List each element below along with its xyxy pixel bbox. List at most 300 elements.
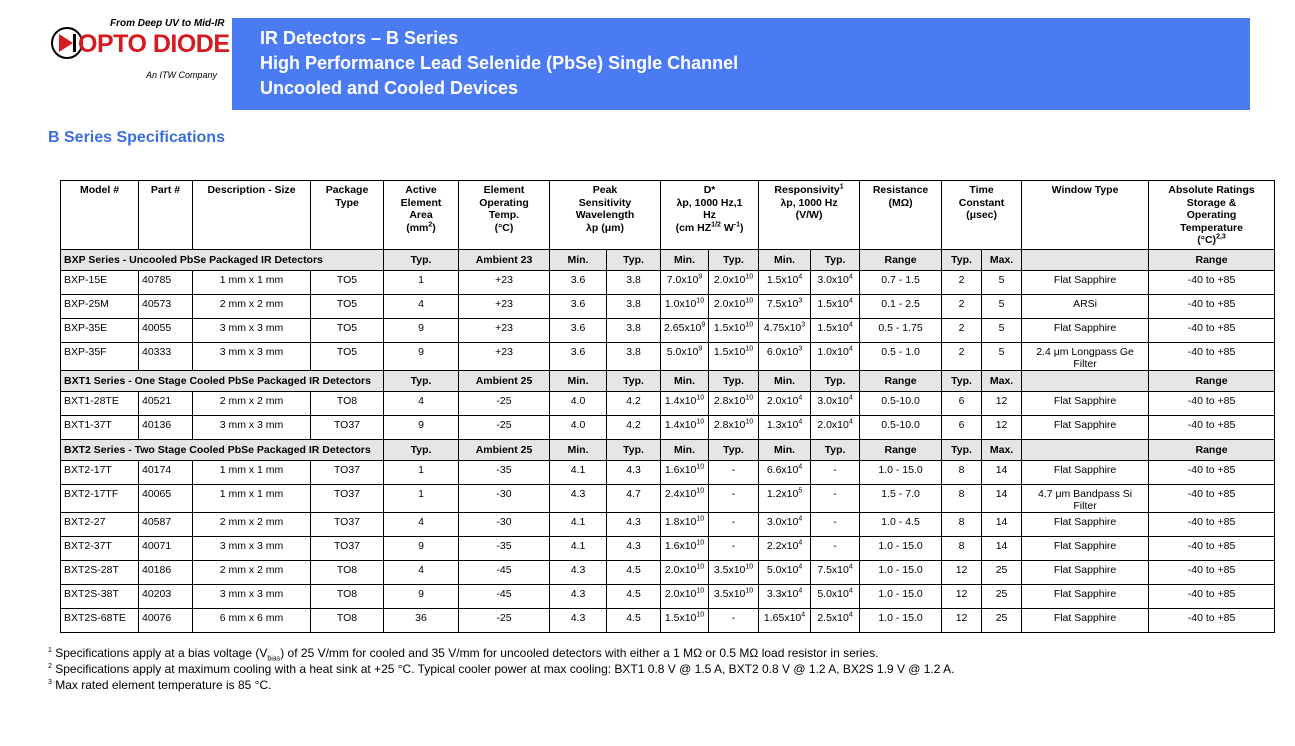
cell-window: Flat Sapphire: [1022, 319, 1149, 343]
cell-d-min-exponent: 10: [696, 587, 705, 595]
cell-peak-typ: 4.7: [607, 485, 661, 513]
cell-package: TO37: [311, 416, 384, 440]
subheader-window: [1022, 371, 1149, 392]
series-header-row: [61, 371, 1275, 392]
cell-tc-typ: 6: [942, 392, 982, 416]
cell-r-min: [759, 271, 811, 295]
cell-d-min-mantissa: 1.6x10: [664, 540, 697, 552]
subheader-temp-ambient: Ambient 23: [459, 250, 550, 271]
cell-tc-max: 14: [982, 485, 1022, 513]
table-header-row: [61, 181, 1275, 250]
cell-peak-min: 3.6: [550, 271, 607, 295]
cell-description: 3 mm x 3 mm: [193, 537, 311, 561]
subheader-r-typ: Typ.: [811, 371, 860, 392]
cell-d-min-mantissa: 5.0x10: [666, 346, 699, 358]
subheader-r-typ: Typ.: [811, 250, 860, 271]
cell-r-min-mantissa: 1.65x10: [763, 612, 802, 624]
cell-temp: +23: [459, 271, 550, 295]
subheader-tc-max: Max.: [982, 371, 1022, 392]
subheader-res-range: Range: [860, 371, 942, 392]
cell-resistance: 0.7 - 1.5: [860, 271, 942, 295]
cell-d-min-mantissa: 2.0x10: [664, 564, 697, 576]
cell-abs-range: -40 to +85: [1149, 485, 1275, 513]
cell-r-typ: [811, 485, 860, 513]
cell-r-min-mantissa: 1.2x10: [766, 488, 799, 500]
cell-tc-typ: 2: [942, 295, 982, 319]
cell-d-typ: [709, 392, 759, 416]
cell-temp: -35: [459, 537, 550, 561]
table-row: [61, 416, 1275, 440]
cell-description: 1 mm x 1 mm: [193, 485, 311, 513]
cell-r-typ: [811, 392, 860, 416]
cell-peak-typ: 4.3: [607, 513, 661, 537]
cell-d-min-exponent: 9: [698, 273, 703, 281]
cell-r-min-exponent: 3: [801, 321, 806, 329]
cell-area: 4: [384, 295, 459, 319]
cell-temp: -35: [459, 461, 550, 485]
cell-abs-range: -40 to +85: [1149, 343, 1275, 371]
cell-r-min-exponent: 4: [798, 539, 803, 547]
cell-d-min: [661, 392, 709, 416]
subheader-r-min: Min.: [759, 371, 811, 392]
subheader-peak-typ: Typ.: [607, 250, 661, 271]
cell-resistance: 0.5 - 1.75: [860, 319, 942, 343]
cell-model: BXT2-37T: [61, 537, 139, 561]
series-title: BXT1 Series - One Stage Cooled PbSe Packaged IR Detectors: [61, 371, 384, 392]
subheader-d-min: Min.: [661, 440, 709, 461]
cell-model: BXT1-37T: [61, 416, 139, 440]
cell-r-typ-exponent: 4: [848, 321, 853, 329]
cell-peak-typ: 4.5: [607, 609, 661, 633]
cell-d-min-exponent: 10: [696, 418, 705, 426]
cell-package: TO5: [311, 295, 384, 319]
cell-d-typ-mantissa: 3.5x10: [713, 588, 746, 600]
cell-r-typ-mantissa: -: [833, 464, 837, 476]
cell-part: 40203: [139, 585, 193, 609]
cell-d-min-exponent: 10: [696, 297, 705, 305]
cell-d-typ: [709, 343, 759, 371]
cell-resistance: 1.0 - 15.0: [860, 585, 942, 609]
cell-description: 2 mm x 2 mm: [193, 295, 311, 319]
cell-d-typ-mantissa: 2.8x10: [713, 395, 746, 407]
subheader-abs-range: Range: [1149, 250, 1275, 271]
cell-r-min: [759, 461, 811, 485]
cell-d-typ: [709, 513, 759, 537]
cell-window: 2.4 μm Longpass Ge Filter: [1022, 343, 1149, 371]
cell-d-min: [661, 319, 709, 343]
cell-r-typ-mantissa: -: [833, 540, 837, 552]
header-active-area: Active Element Area $(mm^2)$: [384, 181, 459, 250]
cell-area: 9: [384, 416, 459, 440]
table-row: [61, 561, 1275, 585]
cell-tc-max: 5: [982, 295, 1022, 319]
table-row: [61, 343, 1275, 371]
cell-description: 6 mm x 6 mm: [193, 609, 311, 633]
cell-resistance: 1.5 - 7.0: [860, 485, 942, 513]
header-peak-wavelength: Peak Sensitivity Wavelength λp (μm): [550, 181, 661, 250]
cell-peak-typ: 3.8: [607, 271, 661, 295]
cell-tc-max: 12: [982, 416, 1022, 440]
cell-peak-min: 4.1: [550, 513, 607, 537]
cell-model: BXT2-17TF: [61, 485, 139, 513]
cell-d-typ: [709, 295, 759, 319]
cell-tc-max: 5: [982, 343, 1022, 371]
cell-temp: -25: [459, 609, 550, 633]
subheader-temp-ambient: Ambient 25: [459, 440, 550, 461]
cell-d-min-mantissa: 2.0x10: [664, 588, 697, 600]
cell-r-typ: [811, 609, 860, 633]
cell-tc-max: 12: [982, 392, 1022, 416]
cell-package: TO8: [311, 392, 384, 416]
cell-r-min-exponent: 4: [798, 563, 803, 571]
title-banner: [232, 18, 1250, 110]
cell-resistance: 1.0 - 15.0: [860, 537, 942, 561]
subheader-r-min: Min.: [759, 440, 811, 461]
cell-package: TO8: [311, 585, 384, 609]
cell-d-typ-exponent: 10: [745, 297, 754, 305]
cell-r-typ-exponent: 4: [848, 563, 853, 571]
cell-peak-min: 4.1: [550, 461, 607, 485]
cell-d-min-exponent: 10: [696, 539, 705, 547]
cell-tc-typ: 8: [942, 537, 982, 561]
cell-d-typ-mantissa: 2.8x10: [713, 419, 746, 431]
cell-temp: -30: [459, 485, 550, 513]
subheader-window: [1022, 250, 1149, 271]
cell-tc-max: 25: [982, 585, 1022, 609]
cell-model: BXP-15E: [61, 271, 139, 295]
cell-peak-typ: 3.8: [607, 343, 661, 371]
cell-resistance: 0.5-10.0: [860, 392, 942, 416]
header-detectivity: D* λp, 1000 Hz,1 Hz (cm $HZ^{1/2}$ $W^{-1}$): [661, 181, 759, 250]
cell-d-typ-exponent: 10: [745, 418, 754, 426]
cell-tc-typ: 8: [942, 513, 982, 537]
cell-peak-min: 4.1: [550, 537, 607, 561]
cell-model: BXP-35F: [61, 343, 139, 371]
cell-d-typ-exponent: 10: [745, 273, 754, 281]
logo-tagline: From Deep UV to Mid-IR: [110, 18, 225, 29]
subheader-abs-range: Range: [1149, 440, 1275, 461]
cell-window: Flat Sapphire: [1022, 392, 1149, 416]
cell-model: BXT2S-28T: [61, 561, 139, 585]
cell-tc-max: 14: [982, 513, 1022, 537]
cell-r-min-exponent: 4: [798, 587, 803, 595]
subheader-peak-typ: Typ.: [607, 440, 661, 461]
cell-abs-range: -40 to +85: [1149, 295, 1275, 319]
cell-peak-typ: 3.8: [607, 319, 661, 343]
cell-r-min-mantissa: 5.0x10: [766, 564, 799, 576]
cell-r-typ: [811, 537, 860, 561]
table-body: [61, 250, 1275, 633]
cell-part: 40785: [139, 271, 193, 295]
cell-peak-typ: 4.3: [607, 537, 661, 561]
cell-r-min: [759, 416, 811, 440]
cell-d-min: [661, 295, 709, 319]
cell-r-typ-mantissa: 3.0x10: [817, 274, 849, 286]
cell-r-min: [759, 343, 811, 371]
footnote-2: $^2$ Specifications apply at maximum cooling with a heat sink at +25 °C. Typical cooler power at max cooling: BXT1 0.8 V @ 1.5 A, BXT2 0.8 V @ 1.2 A, BX2S 1.9 V @ 1.2 A.: [48, 662, 955, 676]
cell-window: Flat Sapphire: [1022, 416, 1149, 440]
cell-model: BXP-35E: [61, 319, 139, 343]
subheader-temp-ambient: Ambient 25: [459, 371, 550, 392]
cell-part: 40587: [139, 513, 193, 537]
banner-title-line3: Uncooled and Cooled Devices: [260, 78, 519, 98]
cell-tc-typ: 12: [942, 561, 982, 585]
cell-r-typ: [811, 461, 860, 485]
table-row: [61, 513, 1275, 537]
cell-r-typ-mantissa: 5.0x10: [817, 588, 849, 600]
cell-d-min: [661, 485, 709, 513]
cell-resistance: 1.0 - 15.0: [860, 561, 942, 585]
cell-description: 1 mm x 1 mm: [193, 461, 311, 485]
cell-resistance: 1.0 - 4.5: [860, 513, 942, 537]
cell-peak-min: 4.0: [550, 392, 607, 416]
cell-area: 36: [384, 609, 459, 633]
cell-tc-max: 25: [982, 561, 1022, 585]
cell-area: 9: [384, 585, 459, 609]
cell-r-typ-exponent: 4: [848, 273, 853, 281]
cell-r-min: [759, 609, 811, 633]
cell-part: 40174: [139, 461, 193, 485]
cell-peak-typ: 3.8: [607, 295, 661, 319]
cell-r-min-exponent: 4: [798, 418, 803, 426]
cell-d-typ-exponent: 10: [745, 321, 754, 329]
subheader-area-typ: Typ.: [384, 440, 459, 461]
cell-d-min-mantissa: 1.5x10: [664, 612, 697, 624]
subheader-area-typ: Typ.: [384, 250, 459, 271]
subheader-d-typ: Typ.: [709, 371, 759, 392]
cell-r-min-exponent: 5: [798, 487, 803, 495]
cell-r-min-mantissa: 1.5x10: [766, 274, 799, 286]
cell-area: 4: [384, 513, 459, 537]
cell-r-typ: [811, 513, 860, 537]
subheader-d-typ: Typ.: [709, 440, 759, 461]
cell-tc-max: 14: [982, 461, 1022, 485]
cell-tc-typ: 8: [942, 461, 982, 485]
series-header-row: [61, 250, 1275, 271]
cell-r-min-mantissa: 7.5x10: [766, 298, 799, 310]
cell-window: Flat Sapphire: [1022, 561, 1149, 585]
cell-r-typ-mantissa: 3.0x10: [817, 395, 849, 407]
cell-r-typ-exponent: 4: [848, 587, 853, 595]
cell-r-min-mantissa: 2.2x10: [766, 540, 799, 552]
cell-r-min-exponent: 3: [798, 297, 803, 305]
cell-area: 9: [384, 537, 459, 561]
cell-d-typ-exponent: 10: [745, 587, 754, 595]
cell-resistance: 1.0 - 15.0: [860, 461, 942, 485]
cell-d-typ-exponent: 10: [745, 394, 754, 402]
cell-r-min-mantissa: 3.3x10: [766, 588, 799, 600]
cell-d-min-mantissa: 2.4x10: [664, 488, 697, 500]
header-model: Model #: [61, 181, 139, 250]
cell-r-min: [759, 561, 811, 585]
cell-d-min: [661, 461, 709, 485]
cell-d-min: [661, 271, 709, 295]
cell-d-min-mantissa: 1.6x10: [664, 464, 697, 476]
cell-peak-min: 4.0: [550, 416, 607, 440]
cell-description: 2 mm x 2 mm: [193, 561, 311, 585]
cell-peak-typ: 4.5: [607, 561, 661, 585]
cell-package: TO5: [311, 271, 384, 295]
header-window-type: Window Type: [1022, 181, 1149, 250]
cell-d-typ: [709, 485, 759, 513]
cell-window: Flat Sapphire: [1022, 609, 1149, 633]
cell-resistance: 0.5 - 1.0: [860, 343, 942, 371]
cell-r-min-mantissa: 1.3x10: [766, 419, 799, 431]
cell-window: Flat Sapphire: [1022, 461, 1149, 485]
subheader-tc-max: Max.: [982, 440, 1022, 461]
cell-area: 4: [384, 561, 459, 585]
cell-abs-range: -40 to +85: [1149, 513, 1275, 537]
cell-d-min-mantissa: 1.8x10: [664, 516, 697, 528]
cell-d-typ-mantissa: 3.5x10: [713, 564, 746, 576]
cell-d-typ-mantissa: -: [731, 488, 736, 500]
cell-area: 9: [384, 343, 459, 371]
cell-d-min: [661, 513, 709, 537]
cell-d-min-exponent: 10: [696, 563, 705, 571]
logo-subtitle: An ITW Company: [146, 70, 218, 80]
cell-abs-range: -40 to +85: [1149, 609, 1275, 633]
cell-model: BXT2S-68TE: [61, 609, 139, 633]
opto-diode-logo: [48, 18, 230, 88]
cell-r-min: [759, 537, 811, 561]
cell-d-typ-mantissa: -: [731, 612, 736, 624]
subheader-d-min: Min.: [661, 250, 709, 271]
table-row: [61, 295, 1275, 319]
cell-r-typ-exponent: 4: [848, 611, 853, 619]
cell-temp: -45: [459, 585, 550, 609]
cell-r-typ: [811, 416, 860, 440]
cell-d-typ-mantissa: -: [731, 464, 736, 476]
cell-r-typ-mantissa: 1.5x10: [817, 298, 849, 310]
cell-part: 40186: [139, 561, 193, 585]
cell-peak-typ: 4.5: [607, 585, 661, 609]
cell-peak-min: 3.6: [550, 319, 607, 343]
cell-part: 40065: [139, 485, 193, 513]
cell-d-min-exponent: 10: [696, 611, 705, 619]
cell-peak-min: 4.3: [550, 485, 607, 513]
series-title: BXT2 Series - Two Stage Cooled PbSe Packaged IR Detectors: [61, 440, 384, 461]
cell-tc-typ: 2: [942, 343, 982, 371]
cell-r-typ-exponent: 4: [848, 297, 853, 305]
cell-abs-range: -40 to +85: [1149, 461, 1275, 485]
cell-d-typ: [709, 416, 759, 440]
logo-name: OPTO DIODE: [78, 30, 230, 58]
subheader-area-typ: Typ.: [384, 371, 459, 392]
cell-d-min: [661, 416, 709, 440]
cell-d-typ: [709, 609, 759, 633]
table-row: [61, 585, 1275, 609]
cell-peak-typ: 4.2: [607, 392, 661, 416]
cell-temp: +23: [459, 343, 550, 371]
cell-window: Flat Sapphire: [1022, 537, 1149, 561]
cell-d-typ: [709, 561, 759, 585]
cell-part: 40055: [139, 319, 193, 343]
cell-r-min-exponent: 4: [798, 273, 803, 281]
cell-d-min: [661, 537, 709, 561]
footnotes: [48, 645, 954, 693]
cell-r-typ-mantissa: 1.5x10: [817, 322, 849, 334]
cell-tc-max: 25: [982, 609, 1022, 633]
cell-d-typ-exponent: 10: [745, 345, 754, 353]
cell-r-typ: [811, 343, 860, 371]
table-row: [61, 271, 1275, 295]
subheader-window: [1022, 440, 1149, 461]
cell-resistance: 0.5-10.0: [860, 416, 942, 440]
cell-d-min-mantissa: 1.4x10: [664, 419, 697, 431]
header-responsivity: Responsivity$^1$ λp, 1000 Hz (V/W): [759, 181, 860, 250]
cell-d-typ: [709, 461, 759, 485]
cell-r-min-mantissa: 6.6x10: [766, 464, 799, 476]
cell-peak-min: 3.6: [550, 343, 607, 371]
cell-d-min-exponent: 10: [696, 463, 705, 471]
cell-part: 40333: [139, 343, 193, 371]
cell-model: BXP-25M: [61, 295, 139, 319]
cell-description: 3 mm x 3 mm: [193, 343, 311, 371]
cell-part: 40076: [139, 609, 193, 633]
cell-description: 1 mm x 1 mm: [193, 271, 311, 295]
cell-d-typ-mantissa: -: [731, 516, 736, 528]
cell-temp: -25: [459, 416, 550, 440]
cell-description: 3 mm x 3 mm: [193, 319, 311, 343]
header-package: Package Type: [311, 181, 384, 250]
cell-package: TO37: [311, 513, 384, 537]
cell-d-typ: [709, 319, 759, 343]
cell-peak-min: 4.3: [550, 585, 607, 609]
subheader-r-typ: Typ.: [811, 440, 860, 461]
cell-tc-typ: 8: [942, 485, 982, 513]
cell-d-min-exponent: 9: [701, 321, 706, 329]
cell-window: ARSi: [1022, 295, 1149, 319]
cell-r-min: [759, 392, 811, 416]
cell-d-typ: [709, 271, 759, 295]
cell-package: TO5: [311, 343, 384, 371]
cell-package: TO8: [311, 561, 384, 585]
cell-r-min-mantissa: 4.75x10: [763, 322, 802, 334]
cell-window: Flat Sapphire: [1022, 513, 1149, 537]
cell-r-min: [759, 319, 811, 343]
cell-area: 9: [384, 319, 459, 343]
cell-d-min-exponent: 9: [698, 345, 703, 353]
subheader-abs-range: Range: [1149, 371, 1275, 392]
cell-model: BXT2S-38T: [61, 585, 139, 609]
cell-d-min-mantissa: 7.0x10: [666, 274, 699, 286]
cell-r-typ: [811, 585, 860, 609]
specifications-table: [60, 180, 1275, 633]
table-row: [61, 319, 1275, 343]
cell-part: 40573: [139, 295, 193, 319]
header-operating-temp: Element Operating Temp. (°C): [459, 181, 550, 250]
subheader-tc-typ: Typ.: [942, 440, 982, 461]
cell-r-typ-mantissa: 2.5x10: [817, 612, 849, 624]
cell-part: 40136: [139, 416, 193, 440]
cell-r-min: [759, 485, 811, 513]
cell-d-min-exponent: 10: [696, 515, 705, 523]
cell-tc-max: 5: [982, 319, 1022, 343]
cell-r-min-exponent: 4: [798, 463, 803, 471]
cell-temp: +23: [459, 319, 550, 343]
cell-r-min-mantissa: 2.0x10: [766, 395, 799, 407]
cell-temp: -25: [459, 392, 550, 416]
header-part: Part #: [139, 181, 193, 250]
cell-peak-typ: 4.2: [607, 416, 661, 440]
footnote-1: $^1$ Specifications apply at a bias voltage $(V_{bias})$ of 25 V/mm for cooled and 35 V/mm for uncooled detectors with either a 1 MΩ or 0.5 MΩ load resistor in series.: [48, 646, 879, 663]
header-resistance: Resistance (MΩ): [860, 181, 942, 250]
cell-r-typ: [811, 271, 860, 295]
subheader-res-range: Range: [860, 250, 942, 271]
cell-d-min-mantissa: 2.65x10: [664, 322, 702, 334]
cell-package: TO37: [311, 461, 384, 485]
cell-abs-range: -40 to +85: [1149, 561, 1275, 585]
